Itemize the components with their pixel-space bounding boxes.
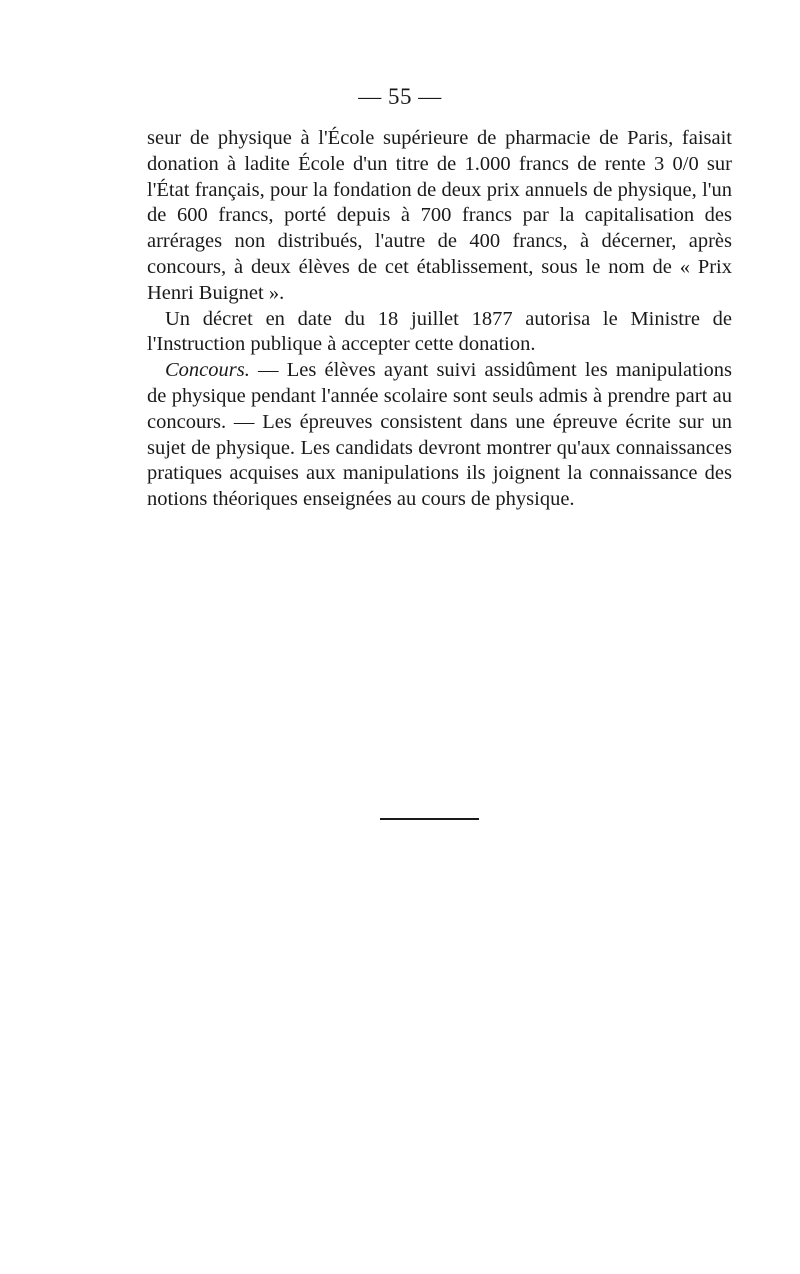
concours-text: — Les élèves ayant suivi assidûment les manipulations de physique pendant l'année scolaire sont seuls admis à prendre part au concours. — Les épreuves consistent dans une épreuve écrite sur un sujet de physique. Les candidats devront montrer qu'aux connaissances pratiques acquises aux manipulations ils joignent la connaissance des notions théoriques enseignées au cours de physique. — [147, 359, 732, 511]
end-rule — [380, 818, 479, 820]
concours-label: Concours. — [165, 359, 250, 382]
page-number: — 55 — — [358, 84, 442, 109]
paragraph-donation: seur de physique à l'École supérieure de pharmacie de Paris, faisait donation à ladite École d'un titre de 1.000 francs de rente 3 0/0 sur l'État français, pour la fondation de deux prix annuels de physique, l'un de 600 francs, porté depuis à 700 francs par la capitalisation des arrérages non distribués, l'autre de 400 francs, à décerner, après concours, à deux élèves de cet établissement, sous le nom de « Prix Henri Buignet ». — [147, 127, 732, 304]
paragraph-decree: Un décret en date du 18 juillet 1877 autorisa le Ministre de l'Instruction publique à accepter cette donation. — [147, 307, 732, 356]
body-text — [147, 126, 732, 513]
paragraph-concours — [147, 358, 732, 513]
